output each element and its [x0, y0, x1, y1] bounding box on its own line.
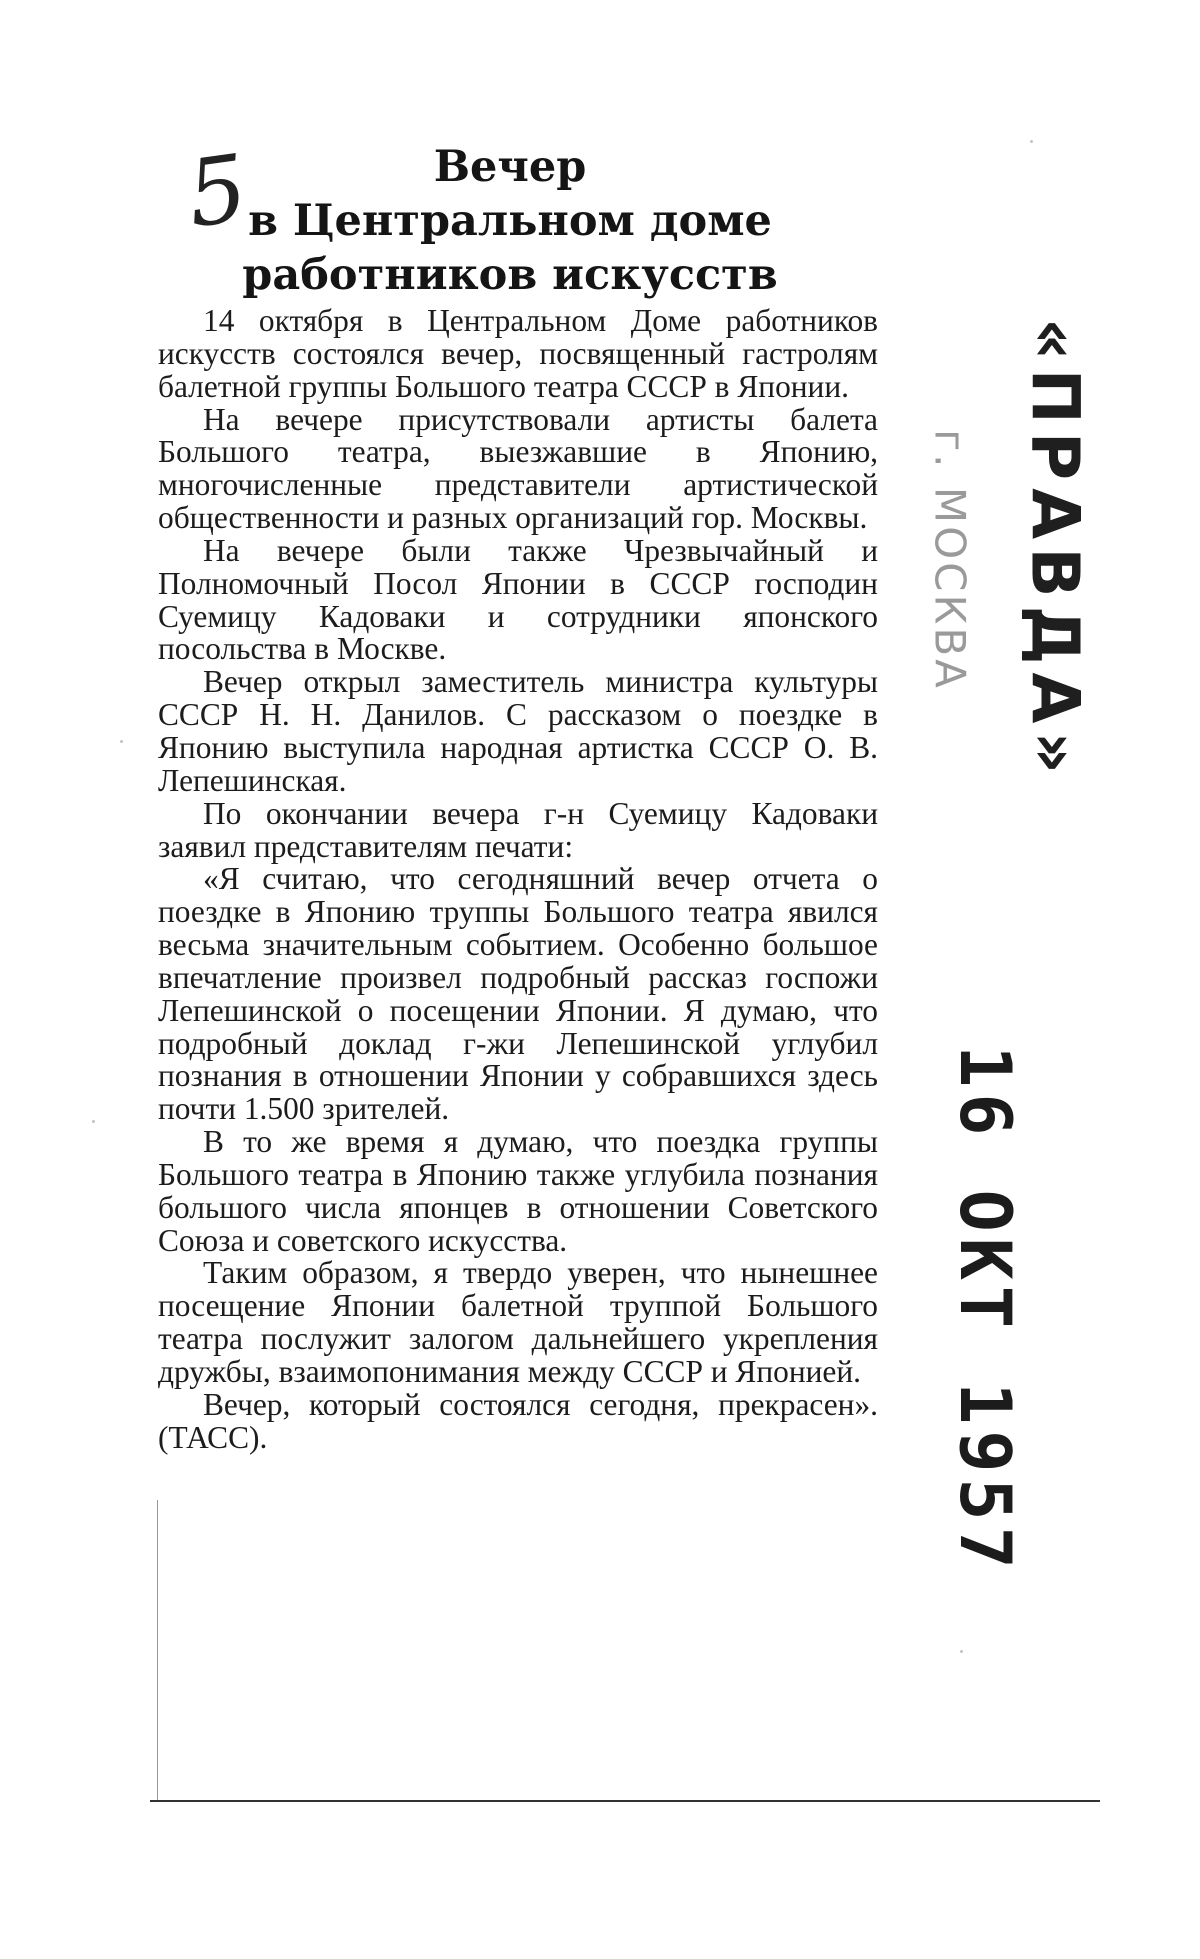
handwritten-page-number: 5	[180, 134, 254, 249]
headline-line: в Центральном доме	[248, 196, 772, 246]
article-paragraph: 14 октября в Центральном Доме работников искусств состоялся вечер, посвященный гастролям балетной группы Большого театра СССР в Японии.	[158, 303, 878, 404]
city-stamp-text: г. МОСКВА	[925, 429, 975, 691]
paper-speck	[92, 1120, 95, 1123]
headline-line: работников искусств	[242, 250, 778, 300]
column-margin-line	[157, 1500, 158, 1800]
article-paragraph: «Я считаю, что сегодняшний вечер отчета о поездке в Японию труппы Большого театра явился весьма значительным событием. Особенно большое впечатление произвел подробный рассказ госпожи Лепешинской о посещении Японии. Я думаю, что подробный доклад г-жи Лепешинской углубил познания в отношении Японии у собравшихся здесь почти 1.500 зрителей.	[158, 861, 878, 1127]
paper-speck	[1030, 140, 1033, 143]
news-agency-source: (ТАСС).	[158, 1419, 268, 1455]
article-final-paragraph	[158, 1386, 878, 1455]
city-stamp	[920, 410, 980, 710]
article-paragraph: По окончании вечера г-н Суемицу Кадоваки заявил представителям печати:	[158, 795, 878, 864]
clipping-bottom-rule	[150, 1800, 1100, 1802]
paper-speck	[120, 740, 123, 743]
article-paragraph: На вечере присутствовали артисты балета Большого театра, выезжавшие в Японию, многочисленные представители артистической общественности и разных организаций гор. Москвы.	[158, 401, 878, 536]
newspaper-name-text: «ПРАВДА»	[1016, 317, 1094, 783]
article-paragraph: На вечере были также Чрезвычайный и Полномочный Посол Японии в СССР господин Суемицу Кадоваки и сотрудники японского посольства в Москве.	[158, 532, 878, 667]
final-paragraph-text: Вечер, который состоялся сегодня, прекрасен».	[203, 1386, 878, 1422]
headline-line: Вечер	[433, 142, 587, 192]
article-paragraph: Вечер открыл заместитель министра культуры СССР Н. Н. Данилов. С рассказом о поездке в Японию выступила народная артистка СССР О. В. Лепешинская.	[158, 664, 878, 798]
newspaper-name-stamp	[1010, 317, 1100, 783]
article-body	[158, 305, 878, 1455]
article-paragraph: В то же время я думаю, что поездка группы Большого театра в Японию также углубила познания большого числа японцев в отношении Советского Союза и советского искусства.	[158, 1124, 878, 1258]
article-headline	[230, 140, 790, 302]
date-stamp-text: 16 ОКТ 1957	[944, 1045, 1026, 1575]
paper-speck	[960, 1650, 963, 1653]
date-stamp	[930, 1045, 1040, 1575]
article-paragraph: Таким образом, я твердо уверен, что нынешнее посещение Японии балетной труппой Большого театра послужит залогом дальнейшего укрепления дружбы, взаимопонимания между СССР и Японией.	[158, 1255, 878, 1389]
